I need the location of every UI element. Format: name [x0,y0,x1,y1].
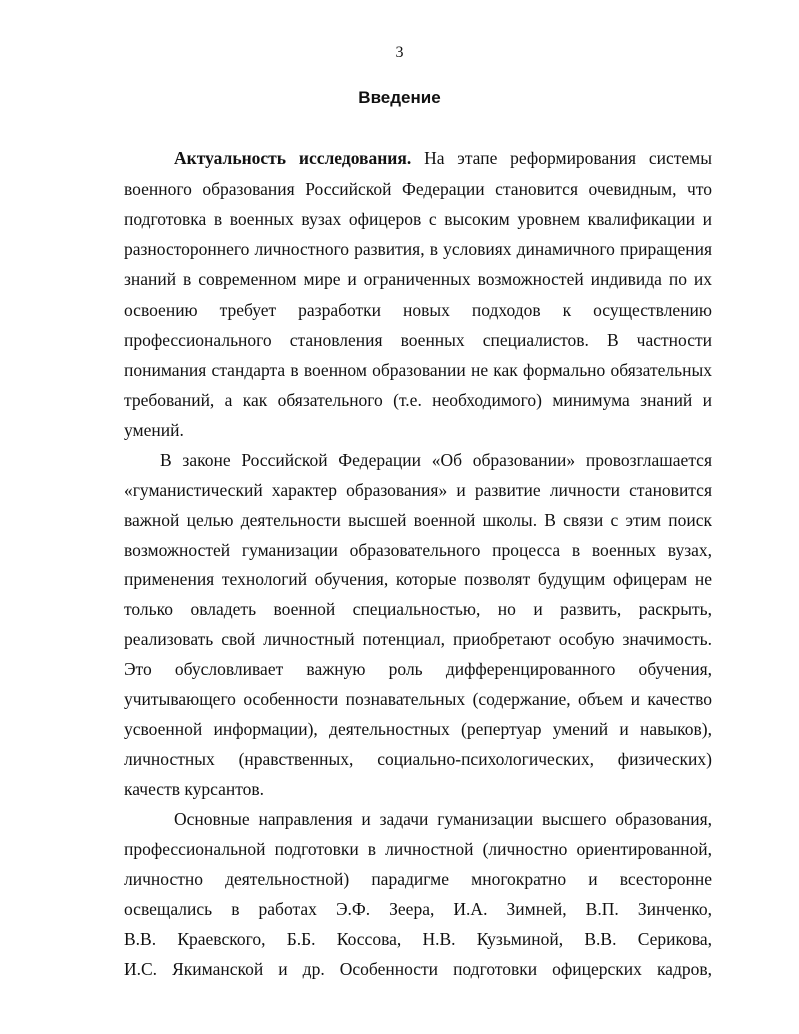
text-line: разностороннего личностного развития, в условиях динамичного приращения [124,239,712,259]
text-line: понимания стандарта в военном образовании не как формально обязательных [124,360,712,380]
text-line: подготовка в военных вузах офицеров с высоким уровнем квалификации и [124,209,712,229]
text-line: профессионального становления военных специалистов. В частности [124,330,712,350]
page-number: 3 [395,44,404,61]
text-line: «гуманистический характер образования» и развитие личности становится [124,480,712,500]
text-line: В.В. Краевского, Б.Б. Коссова, Н.В. Кузьминой, В.В. Серикова, [124,929,712,949]
text-line: В законе Российской Федерации «Об образовании» провозглашается [160,450,712,470]
text-line: освоению требует разработки новых подходов к осуществлению [124,300,712,320]
text-line: Основные направления и задачи гуманизации высшего образования, [174,809,712,829]
text-line: знаний в современном мире и ограниченных возможностей индивида по их [124,269,712,289]
page-title: Введение [358,88,441,107]
text-line: реализовать свой личностный потенциал, приобретают особую значимость. [124,629,712,649]
text-line: возможностей гуманизации образовательного процесса в военных вузах, [124,540,712,560]
text-line: применения технологий обучения, которые позволят будущим офицерам не [124,569,712,589]
text-line [174,146,712,170]
text-line: важной целью деятельности высшей военной школы. В связи с этим поиск [124,510,712,530]
text-line: освещались в работах Э.Ф. Зеера, И.А. Зимней, В.П. Зинченко, [124,899,712,919]
text-line-content: На этапе реформирования системы [424,148,712,168]
text-line: личностно деятельностной) парадигме многократно и всесторонне [124,869,712,889]
text-line: И.С. Якиманской и др. Особенности подготовки офицерских кадров, [124,959,712,979]
text-line: Это обусловливает важную роль дифференцированного обучения, [124,659,712,679]
text-line: умений. [124,420,184,440]
text-line: профессиональной подготовки в личностной (личностно ориентированной, [124,839,712,859]
text-line: только овладеть военной специальностью, но и развить, раскрыть, [124,599,712,619]
text-line: личностных (нравственных, социально-психологических, физических) [124,749,712,769]
text-line: качеств курсантов. [124,779,265,799]
text-line: усвоенной информации), деятельностных (репертуар умений и навыков), [124,719,712,739]
text-line: военного образования Российской Федерации становится очевидным, что [124,179,712,199]
text-line: требований, а как обязательного (т.е. необходимого) минимума знаний и [124,390,712,410]
text-line: учитывающего особенности познавательных (содержание, объем и качество [124,689,712,709]
lead-bold-text: Актуальность исследования. [174,148,412,168]
